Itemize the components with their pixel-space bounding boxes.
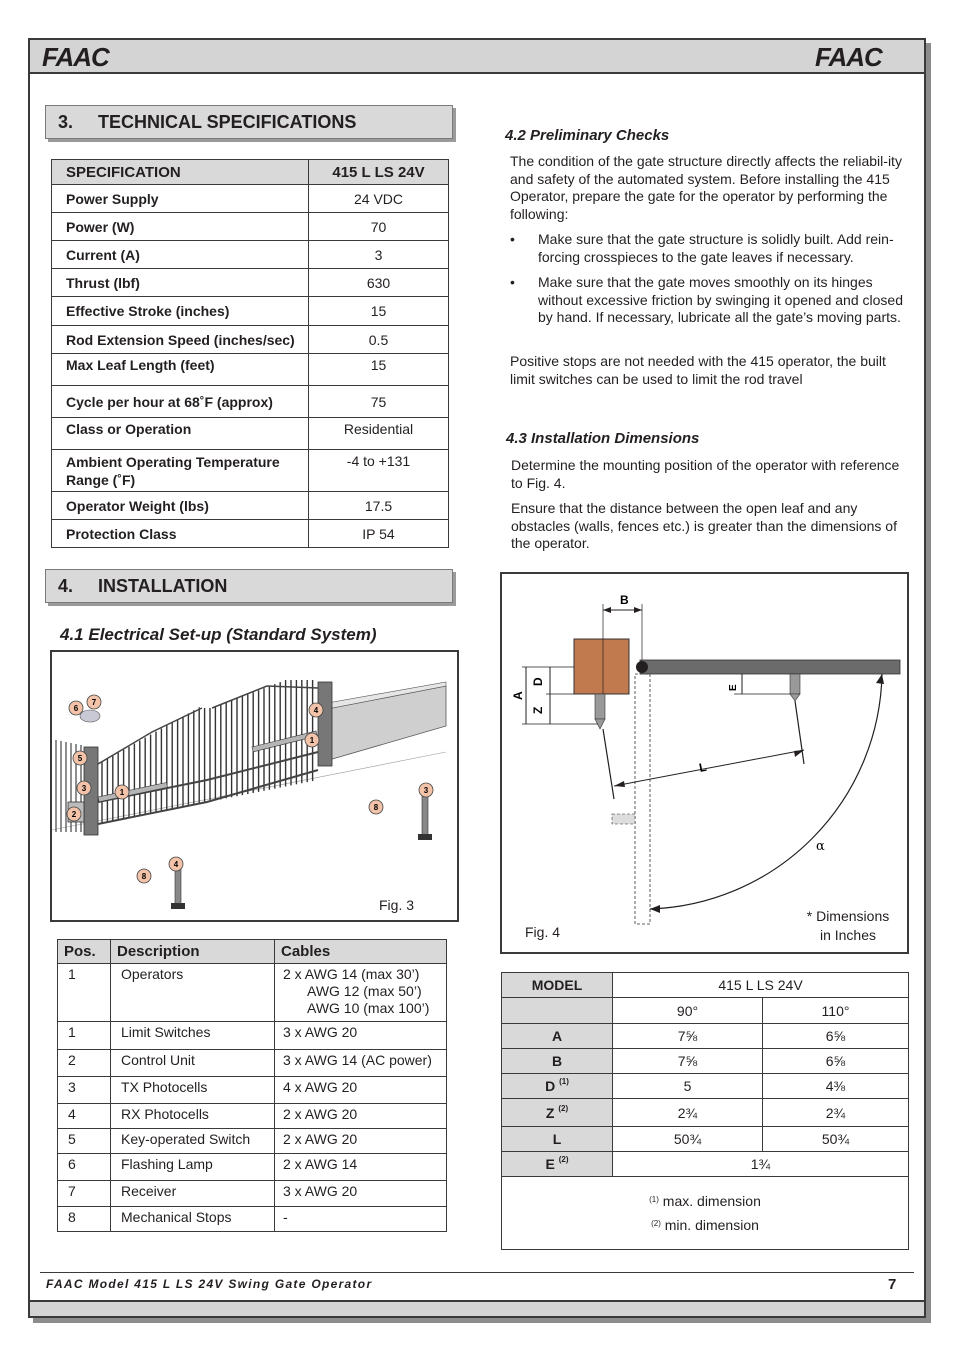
gate-installation-illustration: [52, 652, 457, 920]
dim-label-b: B: [620, 593, 629, 607]
spec-key: Cycle per hour at 68˚F (approx): [52, 386, 309, 418]
cables-pos: 3: [58, 1077, 111, 1104]
callout-marker: [419, 783, 433, 797]
spec-value: 70: [309, 213, 449, 241]
cables-line: AWG 10 (max 100’): [307, 1000, 430, 1016]
figure-3-caption: Fig. 3: [379, 897, 415, 913]
dim-row-label: [502, 1127, 613, 1152]
section-number: 4.: [58, 575, 74, 596]
spec-key: Operator Weight (lbs): [52, 492, 309, 520]
spec-value: 75: [309, 386, 449, 418]
svg-text:1: 1: [119, 788, 125, 797]
svg-text:8: 8: [373, 803, 379, 812]
dim-angle-label: [502, 998, 613, 1024]
callout-marker: [305, 733, 319, 747]
header-band: [30, 40, 924, 74]
dim-label-d: D: [531, 677, 545, 686]
dim-value: 7⅝: [613, 1049, 763, 1074]
cables-spec: -: [275, 1207, 447, 1232]
footnote-marker: (1): [559, 1077, 569, 1086]
dim-row-letter: L: [552, 1131, 562, 1147]
footnote-marker: (1): [649, 1195, 659, 1204]
footer-title: FAAC Model 415 L LS 24V Swing Gate Operator: [46, 1277, 373, 1291]
installation-dimensions-intro: Determine the mounting position of the operator with reference to Fig. 4.: [511, 457, 900, 491]
cables-pos: 6: [58, 1154, 111, 1181]
dim-value: 4⅜: [763, 1074, 909, 1099]
dimensions-note-line: * Dimensions: [806, 908, 890, 924]
footnote-marker: (2): [558, 1103, 569, 1113]
spec-value: -4 to +131: [309, 450, 449, 492]
dim-label-e: E: [728, 684, 739, 691]
svg-text:5: 5: [77, 754, 83, 763]
spec-value: Residential: [309, 418, 449, 450]
callout-marker: [73, 751, 87, 765]
spec-header-label: SPECIFICATION: [52, 160, 309, 185]
dim-value: 2¾: [763, 1099, 909, 1127]
svg-text:3: 3: [81, 784, 87, 793]
dim-row-label: [502, 1049, 613, 1074]
dim-angle-110: 110°: [763, 998, 909, 1024]
callout-marker: [169, 857, 183, 871]
spec-key: Power Supply: [52, 185, 309, 213]
spec-value: 0.5: [309, 326, 449, 354]
figure-3: [50, 650, 459, 922]
dim-row-letter: E: [545, 1156, 555, 1172]
callout-marker: [67, 807, 81, 821]
dim-angle-90: 90°: [613, 998, 763, 1024]
svg-text:4: 4: [173, 860, 179, 869]
dim-row-letter: A: [551, 1028, 563, 1044]
cables-description: Limit Switches: [111, 1022, 275, 1050]
section-title: TECHNICAL SPECIFICATIONS: [98, 111, 357, 132]
cables-description: Flashing Lamp: [111, 1154, 275, 1181]
spec-key: Class or Operation: [52, 418, 309, 450]
cables-spec: 2 x AWG 20: [275, 1104, 447, 1129]
footnote-max: [502, 1189, 908, 1213]
dim-value: 6⅝: [763, 1024, 909, 1049]
page-number: 7: [888, 1276, 897, 1293]
footer-band: [30, 1300, 924, 1316]
footnote-text: min. dimension: [660, 1217, 759, 1233]
cables-header-pos: Pos.: [58, 940, 111, 964]
dim-row-label: [502, 1024, 613, 1049]
spec-value: 630: [309, 269, 449, 297]
dimensions-table: [501, 972, 909, 1250]
cables-spec: 3 x AWG 20: [275, 1022, 447, 1050]
svg-text:FAAC: FAAC: [42, 44, 109, 70]
subsection-4-3-heading: 4.3 Installation Dimensions: [506, 430, 700, 447]
cables-pos: 2: [58, 1050, 111, 1077]
svg-text:2: 2: [71, 810, 77, 819]
spec-key: Rod Extension Speed (inches/sec): [52, 326, 309, 354]
callout-marker: [87, 695, 101, 709]
callout-marker: [115, 785, 129, 799]
spec-table: [51, 159, 449, 548]
cables-pos: 1: [58, 1022, 111, 1050]
positive-stops-note: Positive stops are not needed with the 415 operator, the built limit switches can be used to limit the rod travel: [510, 353, 886, 387]
dim-row-label: [502, 1099, 613, 1127]
footnote-text: max. dimension: [658, 1193, 761, 1209]
dim-row-label: [502, 1074, 613, 1099]
cables-description: Receiver: [111, 1181, 275, 1207]
svg-text:7: 7: [91, 698, 97, 707]
dim-value: 5: [613, 1074, 763, 1099]
list-item: • Make sure that the gate moves smoothly on its hinges without excessive friction by swinging it opened and closed by hand. If necessary, lubricate all the gate’s moving parts.: [510, 274, 905, 327]
dim-value: 6⅝: [763, 1049, 909, 1074]
section-3-heading: [45, 105, 453, 139]
faac-logo-left: [42, 44, 142, 70]
dim-label-l: L: [697, 759, 708, 775]
cables-spec: 3 x AWG 14 (AC power): [275, 1050, 447, 1077]
cables-description: RX Photocells: [111, 1104, 275, 1129]
section-number: 3.: [58, 111, 74, 132]
spec-value: 17.5: [309, 492, 449, 520]
figure-4: [500, 572, 909, 954]
footnote-marker: (2): [651, 1219, 661, 1228]
installation-dimensions-note: Ensure that the distance between the open leaf and any obstacles (walls, fences etc.) is greater than the dimensions of the operator.: [511, 500, 897, 551]
callout-marker: [69, 701, 83, 715]
footnote-min: [502, 1213, 908, 1237]
dim-row-letter: B: [551, 1053, 563, 1069]
callout-marker: [309, 703, 323, 717]
spec-key: Power (W): [52, 213, 309, 241]
svg-text:6: 6: [73, 704, 79, 713]
cables-line: AWG 12 (max 50’): [307, 983, 422, 999]
spec-key: Effective Stroke (inches): [52, 297, 309, 326]
subsection-4-1-heading: 4.1 Electrical Set-up (Standard System): [60, 625, 377, 644]
cables-pos: 4: [58, 1104, 111, 1129]
cables-description: TX Photocells: [111, 1077, 275, 1104]
dim-row-letter: Z: [545, 1104, 555, 1121]
svg-text:1: 1: [309, 736, 315, 745]
dim-row-label: [502, 1152, 613, 1177]
cables-header-cables: Cables: [275, 940, 447, 964]
cables-description: Key-operated Switch: [111, 1129, 275, 1154]
cables-pos: 5: [58, 1129, 111, 1154]
dimensions-note-line: in Inches: [819, 927, 877, 943]
dim-value: 1¾: [613, 1152, 909, 1177]
spec-key: Current (A): [52, 241, 309, 269]
dim-row-letter: D: [545, 1078, 556, 1094]
list-item: • Make sure that the gate structure is solidly built. Add rein-forcing crosspieces to the gate leaves if necessary.: [510, 231, 905, 266]
cables-spec: 2 x AWG 20: [275, 1129, 447, 1154]
cables-pos: 8: [58, 1207, 111, 1232]
spec-key: Max Leaf Length (feet): [52, 354, 309, 386]
subsection-4-2-heading: 4.2 Preliminary Checks: [505, 127, 670, 144]
svg-text:8: 8: [141, 872, 147, 881]
footer-rule: [40, 1272, 914, 1273]
spec-value: 15: [309, 297, 449, 326]
section-title: INSTALLATION: [98, 575, 228, 596]
spec-value: 15: [309, 354, 449, 386]
spec-key: Thrust (lbf): [52, 269, 309, 297]
spec-value: IP 54: [309, 520, 449, 548]
cables-description: Control Unit: [111, 1050, 275, 1077]
cables-spec: 2 x AWG 14: [275, 1154, 447, 1181]
dim-value: 50¾: [613, 1127, 763, 1152]
faac-logo-right: [815, 44, 915, 70]
dimensions-unit-note: [800, 907, 896, 945]
cables-spec: [275, 964, 447, 1022]
cables-description: Operators: [111, 964, 275, 1022]
svg-text:4: 4: [313, 706, 319, 715]
mounting-dimensions-diagram: [502, 574, 907, 952]
cables-pos: 7: [58, 1181, 111, 1207]
cables-spec: 4 x AWG 20: [275, 1077, 447, 1104]
cables-spec: 3 x AWG 20: [275, 1181, 447, 1207]
spec-value: 3: [309, 241, 449, 269]
dim-value: 7⅝: [613, 1024, 763, 1049]
callout-marker: [369, 800, 383, 814]
cables-header-description: Description: [111, 940, 275, 964]
cables-table: [57, 939, 447, 1232]
section-4-heading: [45, 569, 453, 603]
spec-value: 24 VDC: [309, 185, 449, 213]
cables-pos: 1: [58, 964, 111, 1022]
dim-model-label: MODEL: [502, 973, 613, 998]
spec-key: Ambient Operating Temperature Range (˚F): [52, 450, 309, 492]
figure-4-caption: Fig. 4: [525, 924, 561, 940]
dim-value: 2¾: [613, 1099, 763, 1127]
preliminary-checks-list: [510, 231, 905, 335]
dim-label-z: Z: [531, 706, 545, 714]
dim-footnotes: [502, 1177, 909, 1250]
cables-line: 2 x AWG 14 (max 30’): [283, 966, 420, 982]
cables-description: Mechanical Stops: [111, 1207, 275, 1232]
svg-text:3: 3: [423, 786, 429, 795]
dim-model-value: 415 L LS 24V: [613, 973, 909, 998]
footnote-marker: (2): [558, 1155, 569, 1164]
dim-label-alpha: α: [816, 839, 825, 854]
svg-text:FAAC: FAAC: [815, 44, 882, 70]
spec-header-model: 415 L LS 24V: [309, 160, 449, 185]
spec-key: Protection Class: [52, 520, 309, 548]
preliminary-checks-intro: The condition of the gate structure directly affects the reliabil-ity and safety of the automated system. Before installing the 415 Operator, prepare the gate for the operator by performing the following:: [510, 153, 902, 222]
callout-marker: [77, 781, 91, 795]
dim-value: 50¾: [763, 1127, 909, 1152]
dim-label-a: A: [511, 691, 525, 700]
callout-marker: [137, 869, 151, 883]
